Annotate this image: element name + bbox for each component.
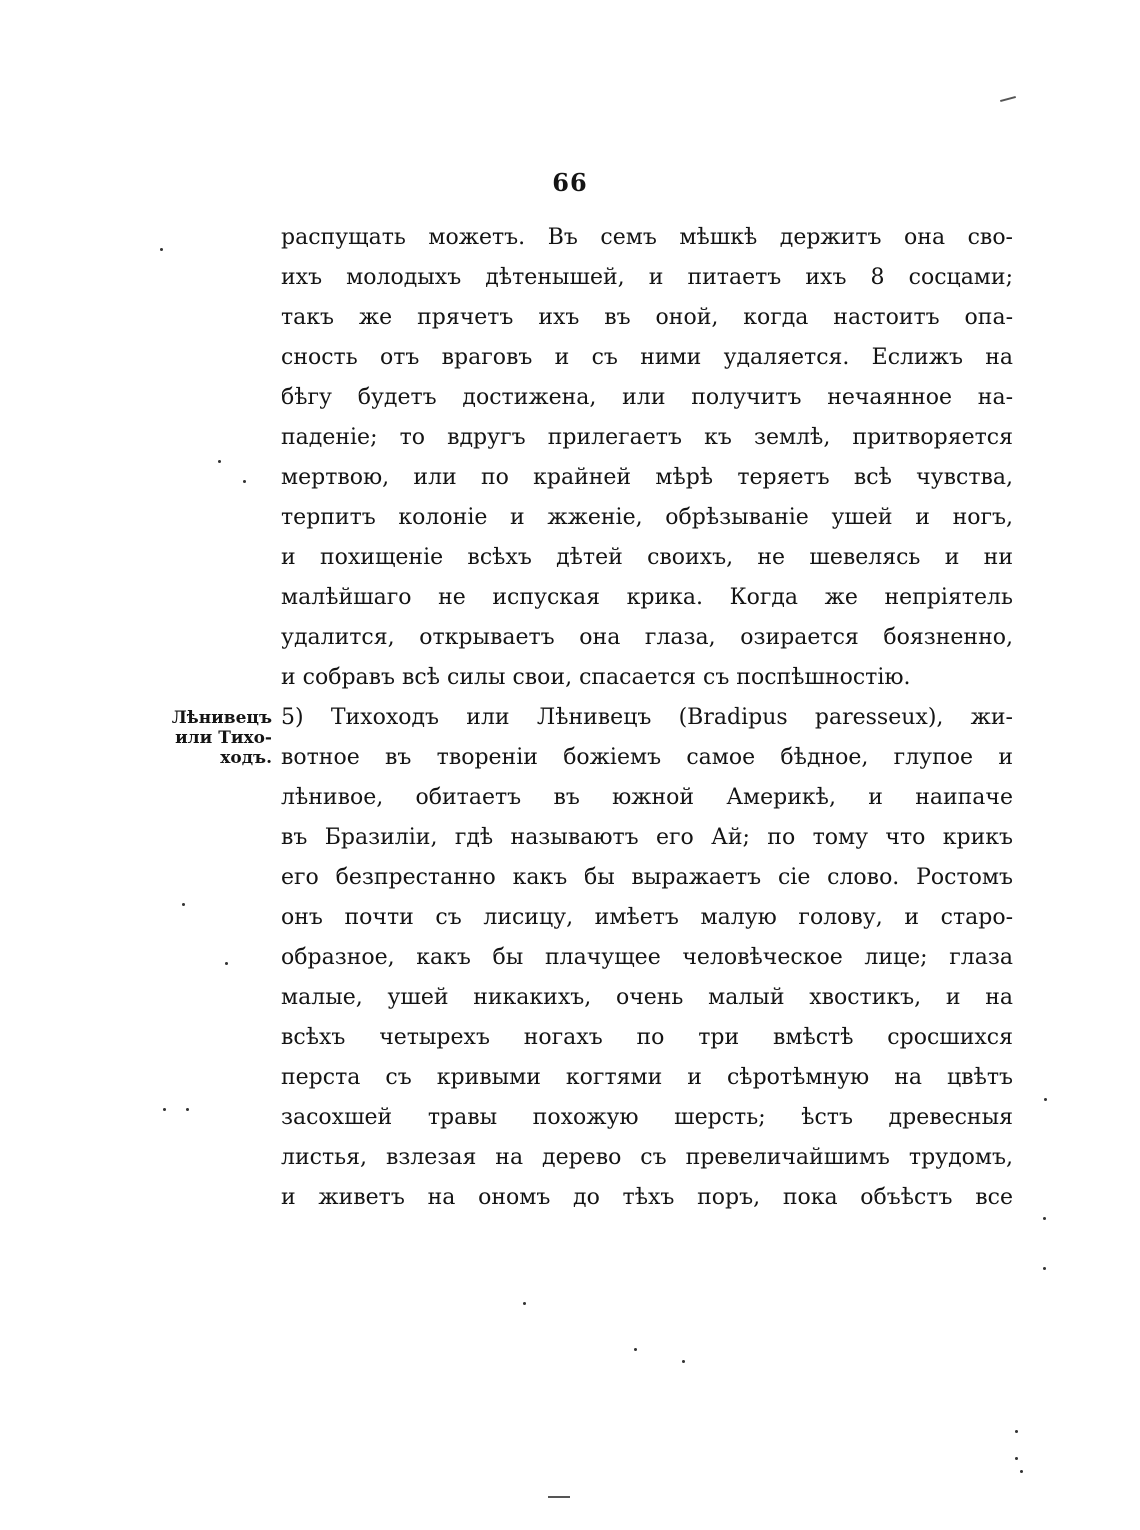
text-line: вотное въ твореніи божіемъ самое бѣдное, глупое и — [281, 745, 1013, 770]
text-line: сность отъ враговъ и съ ними удаляется. Еслижъ на — [281, 345, 1013, 370]
text-line: всѣхъ четырехъ ногахъ по три вмѣстѣ сросшихся — [281, 1025, 1013, 1050]
scan-artifact — [218, 460, 221, 463]
scan-artifact — [1015, 1457, 1018, 1460]
margin-note-line: Лѣнивецъ — [171, 708, 272, 728]
text-line: малѣйшаго не испуская крика. Когда же непріятель — [281, 585, 1013, 610]
margin-note-line: или Тихо- — [175, 728, 272, 748]
margin-note-line: ходъ. — [220, 748, 272, 768]
text-line: и собравъ всѣ силы свои, спасается съ поспѣшностію. — [281, 665, 911, 690]
text-line: лѣнивое, обитаетъ въ южной Америкѣ, и наипаче — [281, 785, 1013, 810]
scan-artifact — [1015, 1430, 1018, 1433]
text-line: мертвою, или по крайней мѣрѣ теряетъ всѣ чувства, — [281, 465, 1013, 490]
scan-artifact — [1020, 1470, 1023, 1473]
text-line: засохшей травы похожую шерсть; ѣстъ древесныя — [281, 1105, 1013, 1130]
scan-artifact — [160, 248, 163, 251]
scan-artifact — [182, 903, 185, 906]
scan-artifact — [548, 1496, 570, 1498]
scan-artifact — [163, 1108, 166, 1111]
page-number: 66 — [552, 168, 588, 197]
text-line: листья, взлезая на дерево съ превеличайшимъ трудомъ, — [281, 1145, 1013, 1170]
text-line: удалится, открываетъ она глаза, озирается боязненно, — [281, 625, 1013, 650]
scan-artifact — [1043, 1217, 1046, 1220]
text-line: бѣгу будетъ достижена, или получитъ нечаянное на- — [281, 385, 1013, 410]
scan-artifact — [186, 1108, 189, 1111]
body-text — [281, 218, 1013, 1218]
text-line: терпитъ колоніе и жженіе, обрѣзываніе ушей и ногъ, — [281, 505, 1013, 530]
scan-artifact — [1000, 96, 1016, 102]
scan-artifact — [1044, 1098, 1047, 1101]
margin-note — [148, 708, 272, 768]
text-line: онъ почти съ лисицу, имѣетъ малую голову, и старо- — [281, 905, 1013, 930]
text-line: паденіе; то вдругъ прилегаетъ къ землѣ, притворяется — [281, 425, 1013, 450]
text-line: такъ же прячетъ ихъ въ оной, когда настоитъ опа- — [281, 305, 1013, 330]
scan-artifact — [634, 1348, 637, 1351]
text-line: перста съ кривыми когтями и сѣротѣмную на цвѣтъ — [281, 1065, 1013, 1090]
text-line: его безпрестанно какъ бы выражаетъ сіе слово. Ростомъ — [281, 865, 1013, 890]
text-line: 5) Тихоходъ или Лѣнивецъ (Bradipus paresseux), жи- — [281, 705, 1013, 730]
text-line: образное, какъ бы плачущее человѣческое лице; глаза — [281, 945, 1013, 970]
text-line: малые, ушей никакихъ, очень малый хвостикъ, и на — [281, 985, 1013, 1010]
scan-artifact — [243, 480, 246, 483]
scan-artifact — [682, 1360, 685, 1363]
scan-artifact — [523, 1302, 526, 1305]
text-line: въ Бразиліи, гдѣ называютъ его Ай; по тому что крикъ — [281, 825, 1013, 850]
scan-artifact — [1043, 1267, 1046, 1270]
text-line: распущать можетъ. Въ семъ мѣшкѣ держитъ она сво- — [281, 225, 1013, 250]
scan-artifact — [225, 962, 228, 965]
text-line: и похищеніе всѣхъ дѣтей своихъ, не шевелясь и ни — [281, 545, 1013, 570]
text-line: и живетъ на ономъ до тѣхъ поръ, пока объѣстъ все — [281, 1185, 1013, 1210]
text-line: ихъ молодыхъ дѣтенышей, и питаетъ ихъ 8 сосцами; — [281, 265, 1013, 290]
